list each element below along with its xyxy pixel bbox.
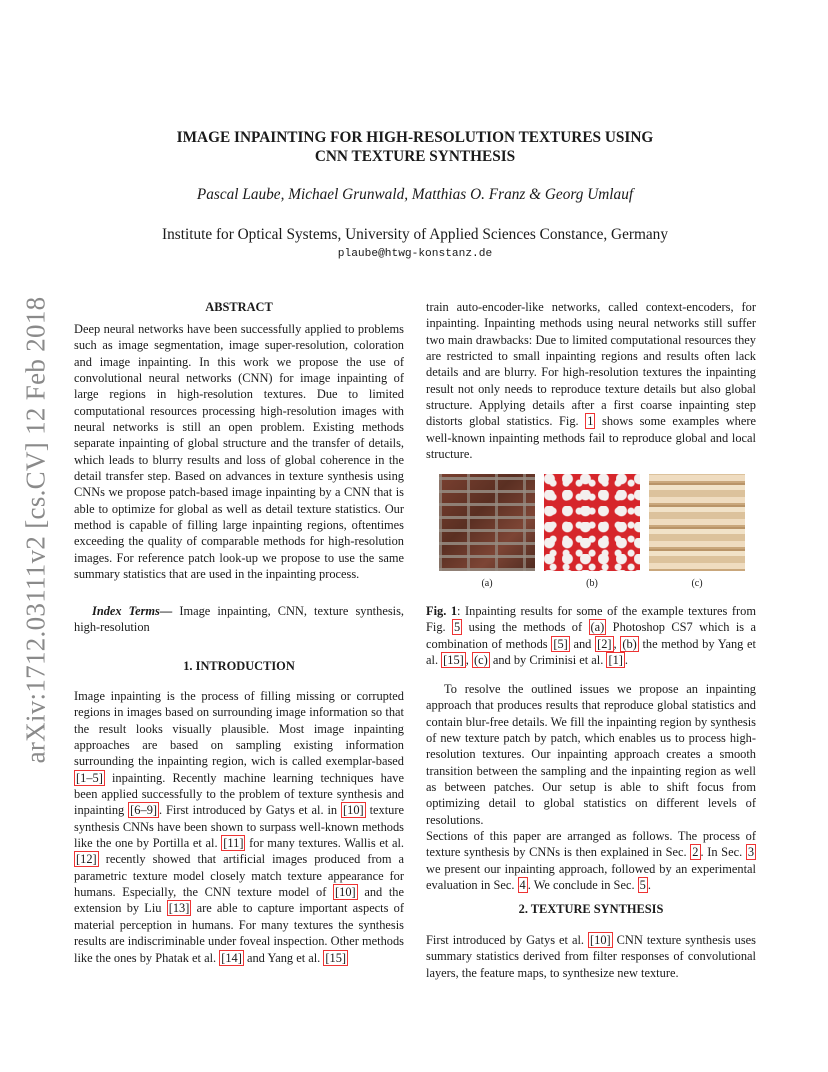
figure-link[interactable]: 5 [454,620,461,635]
citation-link[interactable]: [1–5] [76,770,103,785]
brick-texture-image [439,474,535,571]
citation-link[interactable]: [5] [553,636,568,651]
texture-synthesis-body: First introduced by Gatys et al. [10] CNN texture synthesis uses summary statistics derived from filter responses of convolutional layers, the feature maps, to synthesize new texture. [426,933,756,980]
intro-body [74,688,404,966]
citation-link[interactable]: [10] [343,803,364,818]
institution: Institute for Optical Systems, University of Applied Sciences Constance, Germany [162,226,668,243]
figure-1 [439,474,745,589]
paper-title [100,128,730,166]
citation-link[interactable]: [13] [168,901,190,916]
citation-link[interactable]: [14] [221,950,242,965]
authors: Pascal Laube, Michael Grunwald, Matthias O. Franz & Georg Umlauf [196,186,634,203]
red-dots-texture-image [544,474,640,571]
citation-link[interactable]: [1] [608,653,623,668]
index-terms-label: Index Terms— [92,604,173,618]
section-link[interactable]: 5 [639,878,646,893]
abstract-body: Deep neural networks have been successfully applied to problems such as image segmentation, image super-resolution, coloration and image inpainting. In this work we propose the use of convolutional neural networks (CNN) for image inpainting of large regions in high-resolution textures. Due to limited computational resources processing high-resolution images with neural networks is still an open problem. Existing methods separate inpainting of global structure and the transfer of details, which leads to blurry results and loss of global coherence in the detail transfer step. Based on advances in texture synthesis using CNNs we propose patch-based image inpainting by a CNN that is able to optimize for global as well as detail texture statistics. Our method is capable of filling large inpainting regions, oftentimes exceeding the quality of comparable methods for high-resolution images. For reference patch look-up we propose to use the same summary statistics that are used in the inpainting process. [74,322,404,582]
sec2-heading: 2. TEXTURE SYNTHESIS [518,902,664,916]
citation-link[interactable]: [15] [443,653,464,668]
subfigure-caption-c: (c) [691,578,703,589]
abstract-section [74,299,404,315]
title-line-2: CNN TEXTURE SYNTHESIS [314,148,516,165]
section-link[interactable]: 3 [747,845,755,860]
intro-continued: train auto-encoder-like networks, called context-encoders, for inpainting. Inpainting methods using neural networks still suffer two main drawbacks: Due to limited computational resources they are restricted to small inpainting regions and results often lack details and are blurry. For high-resolution textures the inpainting result not only needs to reproduce texture details but also global structure. Applying details after a first coarse inpainting step distorts global statistics. Fig. 1 shows some examples where well-known inpainting methods fail to reproduce global and local structure. [426,300,756,462]
intro-heading: 1. INTRODUCTION [183,659,295,673]
figure-caption: Fig. 1: Inpainting results for some of the example textures from Fig. 5 using the methods of (a) Photoshop CS7 which is a combination of methods [5] and [2] , (b) the method by Yang et al. [15] , (c) and by Criminisi et al. [1] . [426,604,756,668]
email[interactable]: plaube@htwg-konstanz.de [337,248,493,260]
arxiv-stamp: arXiv:1712.03111v2 [cs.CV] 12 Feb 2018 [20,296,51,764]
subfigure-caption-a: (a) [481,578,493,589]
abstract-heading: ABSTRACT [205,300,273,314]
index-terms-text: Image inpainting, CNN, texture synthesis, high-resolution [74,604,405,635]
subfigure-link[interactable]: (c) [474,653,488,668]
citation-link[interactable]: [10] [335,885,356,900]
subfigure-link[interactable]: (b) [622,636,637,651]
figure-link[interactable]: 1 [587,414,594,429]
title-line-1: IMAGE INPAINTING FOR HIGH-RESOLUTION TEXTURES USING [176,129,654,146]
section-link[interactable]: 2 [692,845,699,860]
intro-continued-2: To resolve the outlined issues we propose an inpainting approach that produces results that reproduce global statistics and contain blur-free details. We fill the inpainting region by synthesis of new texture patch by patch, which enables us to process high-resolution textures. Our inpainting approach creates a smooth transition between the sampling and the inpainting region as well as between patches. Our setup is able to shift focus from optimizing detail to global statistics on different levels of resolutions. Sections of this paper are arranged as follows. The process of texture synthesis by CNNs is then explained in Sec. 2 . In Sec. 3 we present our inpainting approach, followed by an experimental evaluation in Sec. 4 . We conclude in Sec. 5 . [426,682,756,893]
intro-section [74,658,404,674]
subfigure-caption-b: (b) [586,578,598,589]
texture-synthesis-section [426,901,756,917]
citation-link[interactable]: [6–9] [130,803,158,818]
index-terms [74,603,404,636]
citation-link[interactable]: [2] [597,636,612,651]
citation-link[interactable]: [10] [590,933,611,947]
wood-texture-image [649,474,745,571]
intro-paragraph: Image inpainting is the process of filling missing or corrupted regions in images based on surrounding image information so that the result looks visually plausible. Most image inpainting approaches are based on sampling existing information surrounding the inpainting region, wich is called exemplar-based [1–5] inpainting. Recently machine learning techniques have been applied successfully to the problem of texture synthesis and inpainting [6–9] . First introduced by Gatys et al. in [10] texture synthesis CNNs have been shown to surpass well-known methods like the one by Portilla et al. [11] for many textures. Wallis et al. [12] recently showed that artificial images produced from a parametric texture model closely match texture appearance for humans. Especially, the CNN texture model of [10] and the extension by Liu [13] are able to capture important aspects of material perception in humans. For many textures the synthesis results are indiscriminable under foveal inspection. Other methods like the ones by Phatak et al. [14] and Yang et al. [15] [74,689,404,965]
citation-link[interactable]: [11] [223,836,244,851]
citation-link[interactable]: [15] [325,950,347,965]
figure-label: Fig. 1 [426,604,458,618]
section-link[interactable]: 4 [519,878,526,893]
citation-link[interactable]: [12] [76,852,97,867]
subfigure-link[interactable]: (a) [590,620,605,635]
